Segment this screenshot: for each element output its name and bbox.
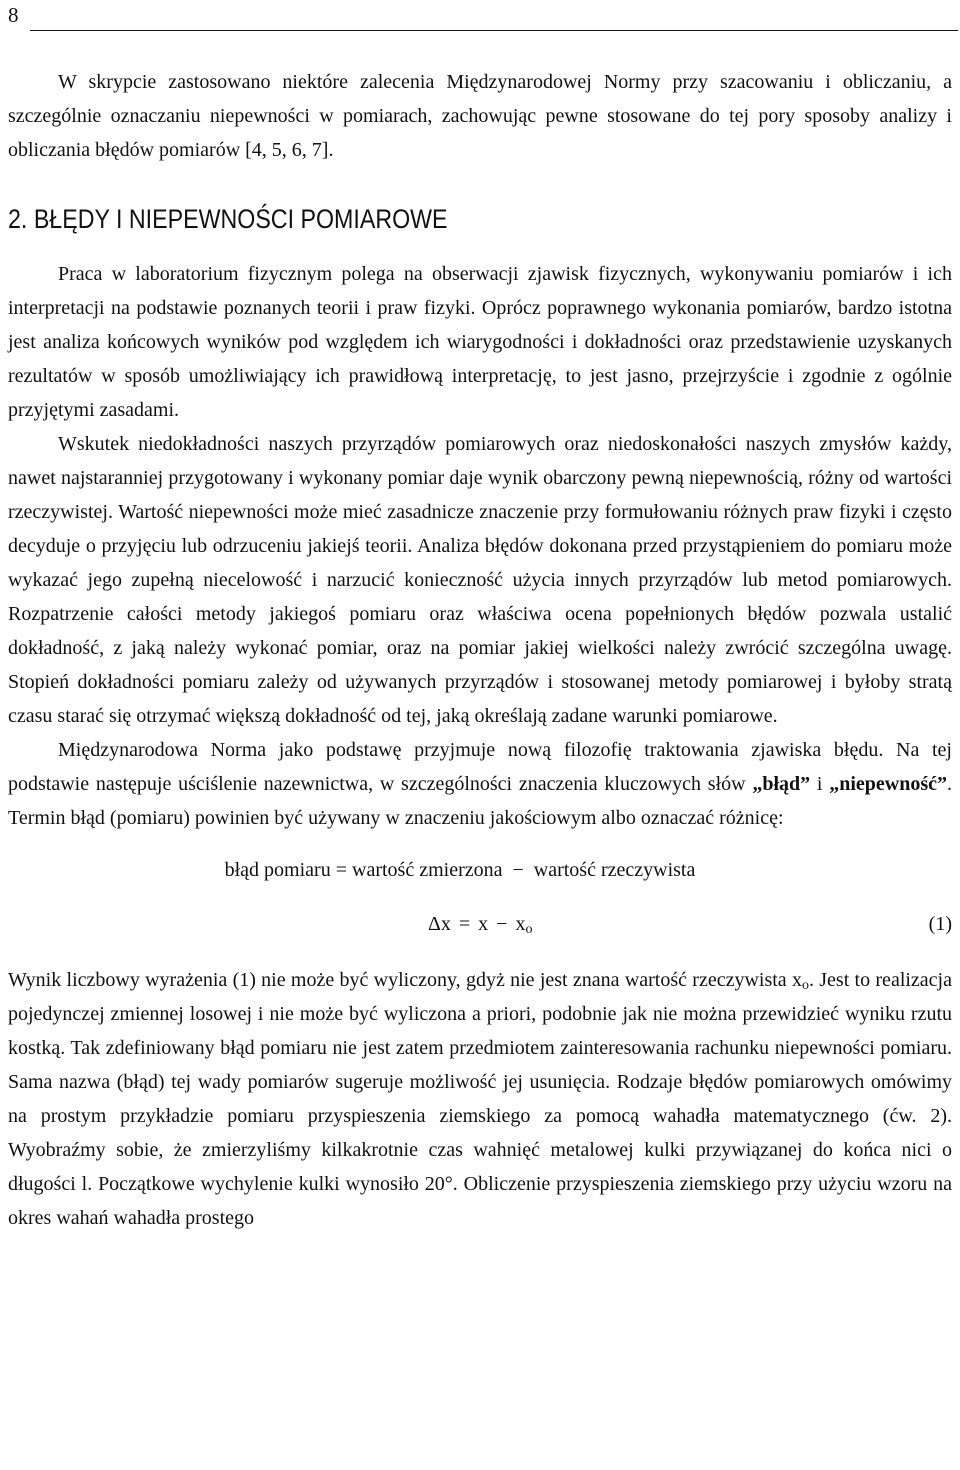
paragraph-4-text-before: Wynik liczbowy wyrażenia (1) nie może być wyliczony, gdyż nie jest znana wartość rzeczywista x bbox=[8, 969, 802, 991]
word-equation-right: wartość rzeczywista bbox=[533, 859, 696, 881]
equation-lhs: Δx bbox=[428, 913, 451, 935]
section-paragraph-2: Wskutek niedokładności naszych przyrządów pomiarowych oraz niedoskonałości naszych zmysłów każdy, nawet najstaranniej przygotowany i wykonany pomiar daje wynik obarczony pewną niepewnością, różny od wartości rzeczywistej. Wartość niepewności może mieć zasadnicze znaczenie przy formułowaniu różnych praw fizyki i często decyduje o przyjęciu lub odrzuceniu jakiejś teorii. Analiza błędów dokonana przed przystąpieniem do pomiaru może wykazać jego zupełną niecelowość i narzucić konieczność użycia innych przyrządów lub metod pomiarowych. Rozpatrzenie całości metody jakiegoś pomiaru oraz właściwa ocena popełnionych błędów pozwala ustalić dokładność, z jaką należy wykonać pomiar, oraz na pomiar jakiej wielkości należy zwrócić szczególna uwagę. Stopień dokładności pomiaru zależy od używanych przyrządów i stosowanej metody pomiarowej i byłoby stratą czasu starać się otrzymać większą dokładność od tej, jaką określają zadane warunki pomiarowe. bbox=[8, 433, 952, 727]
page-content bbox=[8, 65, 952, 1235]
section-paragraph-3 bbox=[8, 733, 952, 835]
header-rule bbox=[30, 30, 958, 31]
word-equation-minus: − bbox=[512, 859, 524, 881]
equation-x0-subscript: o bbox=[525, 922, 533, 937]
paragraph-3-text-after: . Termin błąd (pomiaru) powinien być używany w znaczeniu jakościowym albo oznaczać różnicę: bbox=[8, 773, 952, 829]
equation-x0: x bbox=[515, 913, 526, 935]
section-heading: 2. BŁĘDY I NIEPEWNOŚCI POMIAROWE bbox=[8, 204, 448, 234]
paragraph-3-text-between: i bbox=[810, 773, 830, 795]
symbol-equation bbox=[428, 907, 532, 941]
equation-number: (1) bbox=[928, 913, 952, 935]
section-paragraph-1: Praca w laboratorium fizycznym polega na obserwacji zjawisk fizycznych, wykonywaniu pomiarów i ich interpretacji na podstawie poznanych teorii i praw fizyki. Oprócz poprawnego wykonania pomiarów, bardzo istotna jest analiza końcowych wyników pod względem ich wiarygodności i dokładności oraz przedstawienie uzyskanych rezultatów w sposób umożliwiający ich prawidłową interpretację, to jest jasno, przejrzyście i zgodnie z ogólnie przyjętymi zasadami. bbox=[8, 263, 952, 421]
paragraph-4-text-after: . Jest to realizacja pojedynczej zmiennej losowej i nie może być wyliczona a priori, podobnie jak nie można przewidzieć wyniku rzutu kostką. Tak zdefiniowany błąd pomiaru nie jest zatem przedmiotem zainteresowania rachunku niepewności pomiaru. Sama nazwa (błąd) tej wady pomiarów sugeruje możliwość jej usunięcia. Rodzaje błędów pomiarowych omówimy na prostym przykładzie pomiaru przyspieszenia ziemskiego za pomocą wahadła matematycznego (ćw. 2). Wyobraźmy sobie, że zmierzyliśmy kilkakrotnie czas wahnięć metalowej kulki przywiązanej do końca nici o długości l. Początkowe wychylenie kulki wynosiło 20°. Obliczenie przyspieszenia ziemskiego przy użyciu wzoru na okres wahań wahadła prostego bbox=[8, 969, 952, 1229]
section-paragraph-4 bbox=[8, 963, 952, 1235]
equation-minus: − bbox=[496, 913, 508, 935]
intro-paragraph: W skrypcie zastosowano niektóre zalecenia Międzynarodowej Normy przy szacowaniu i obliczaniu, a szczególnie oznaczaniu niepewności w pomiarach, zachowując pewne stosowane do tej pory sposoby analizy i obliczania błędów pomiarów [4, 5, 6, 7]. bbox=[8, 71, 952, 161]
paragraph-3-text-before: Międzynarodowa Norma jako podstawę przyjmuje nową filozofię traktowania zjawiska błędu. Na tej podstawie następuje uściślenie nazewnictwa, w szczególności znaczenia kluczowych słów bbox=[8, 739, 952, 795]
word-equation-left: błąd pomiaru bbox=[224, 859, 331, 881]
equation-equals: = bbox=[458, 913, 471, 935]
paragraph-4-subscript: o bbox=[801, 978, 809, 993]
symbol-equation-row bbox=[8, 907, 952, 941]
term-blad: „błąd” bbox=[752, 773, 811, 795]
word-equation bbox=[8, 853, 952, 887]
term-niepewnosc: „niepewność” bbox=[829, 773, 947, 795]
word-equation-middle: wartość zmierzona bbox=[352, 859, 503, 881]
page-number: 8 bbox=[8, 3, 19, 27]
word-equation-equals: = bbox=[335, 859, 347, 881]
equation-x: x bbox=[478, 913, 489, 935]
